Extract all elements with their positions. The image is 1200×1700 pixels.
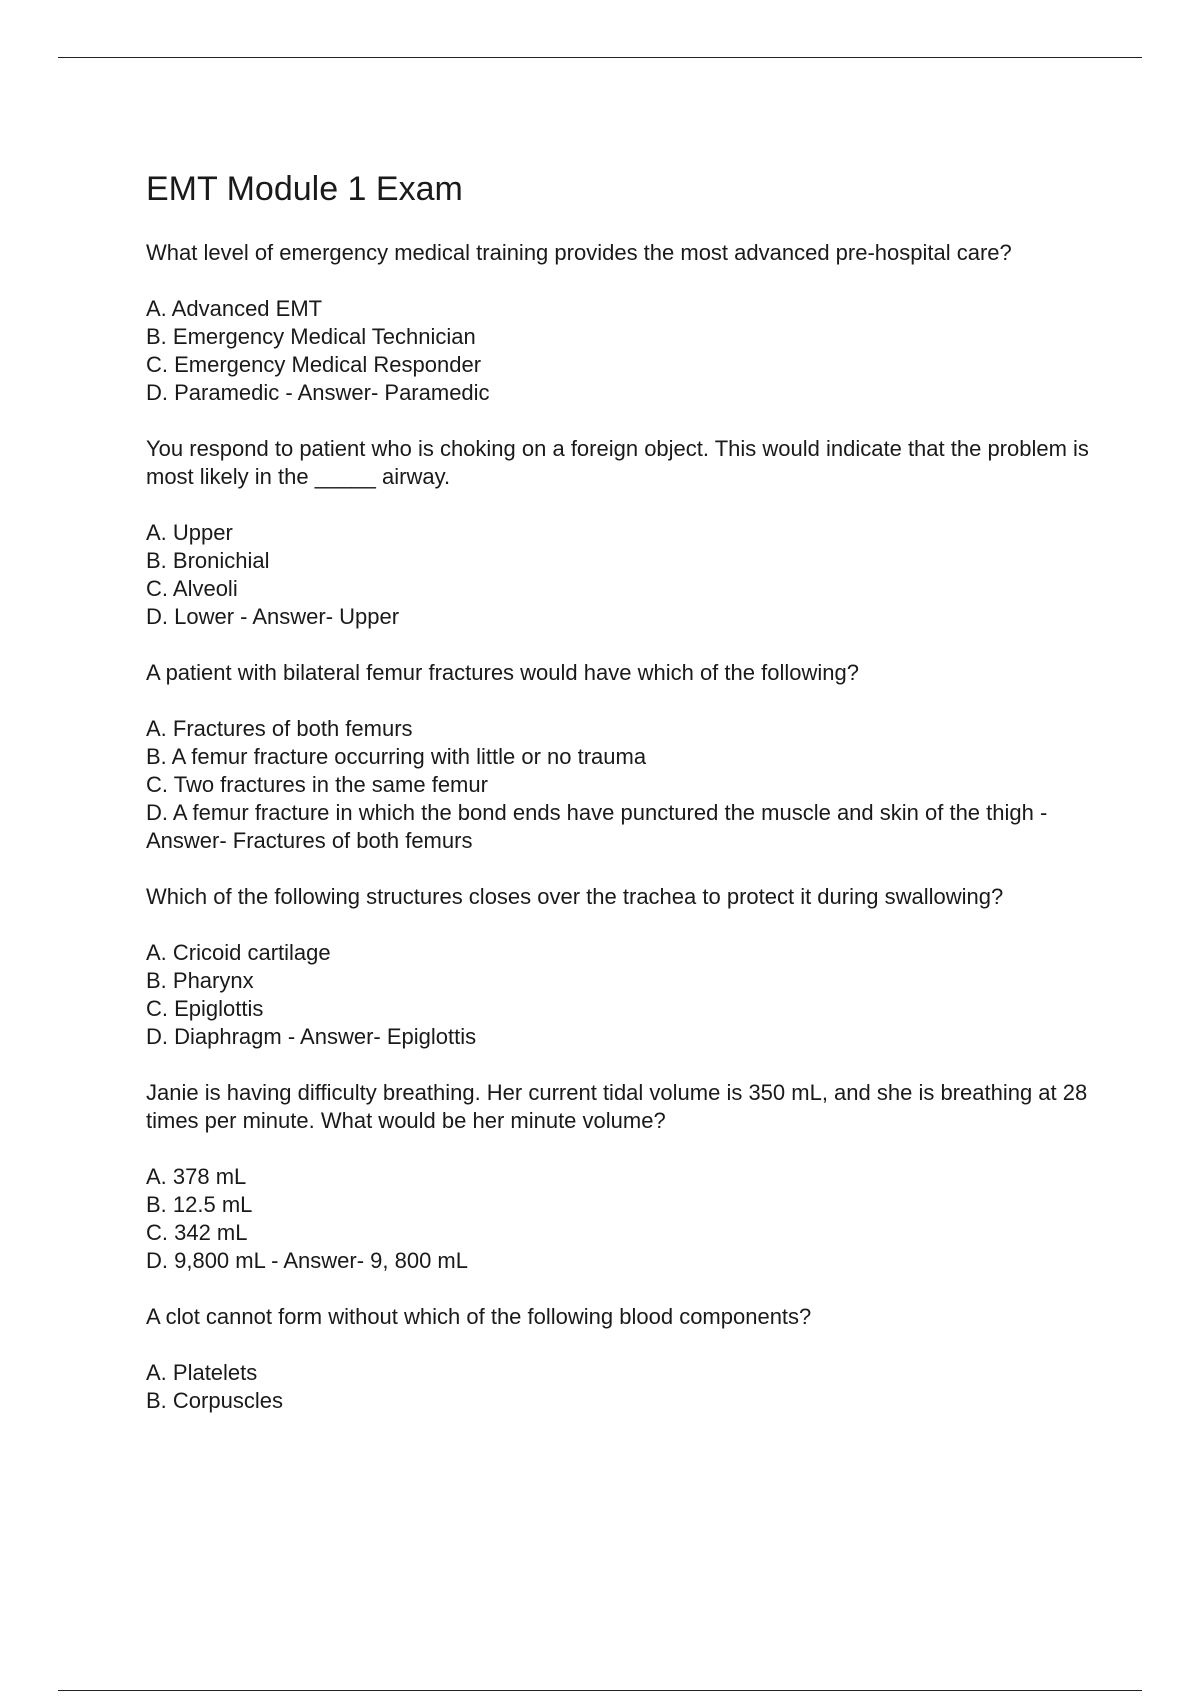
- document-title: EMT Module 1 Exam: [146, 170, 463, 208]
- answer-option: B. 12.5 mL: [146, 1192, 253, 1218]
- answer-options: [146, 715, 1106, 855]
- document-body: [146, 170, 1106, 1443]
- answer-option: B. Bronichial: [146, 548, 270, 574]
- answer-option: C. 342 mL: [146, 1220, 248, 1246]
- answer-option: B. Pharynx: [146, 968, 254, 994]
- question-3: [146, 659, 1106, 855]
- answer-option: A. Cricoid cartilage: [146, 940, 331, 966]
- answer-option: C. Epiglottis: [146, 996, 264, 1022]
- answer-option: C. Alveoli: [146, 576, 238, 602]
- answer-option: A. Fractures of both femurs: [146, 716, 413, 742]
- answer-option: D. A femur fracture in which the bond ends have punctured the muscle and skin of the thigh - Answer- Fractures of both femurs: [146, 800, 1048, 854]
- answer-option: D. Lower - Answer- Upper: [146, 604, 400, 630]
- answer-option: D. 9,800 mL - Answer- 9, 800 mL: [146, 1248, 468, 1274]
- answer-options: [146, 295, 1106, 407]
- answer-option: B. A femur fracture occurring with little or no trauma: [146, 744, 647, 770]
- question-text: Which of the following structures closes over the trachea to protect it during swallowing?: [146, 884, 1004, 910]
- answer-options: [146, 1163, 1106, 1275]
- answer-option: C. Two fractures in the same femur: [146, 772, 488, 798]
- answer-options: [146, 519, 1106, 631]
- answer-options: [146, 1359, 1106, 1415]
- question-1: [146, 239, 1106, 407]
- question-text: You respond to patient who is choking on a foreign object. This would indicate that the problem is most likely in the _____ airway.: [146, 436, 1089, 490]
- answer-options: [146, 939, 1106, 1051]
- answer-option: B. Emergency Medical Technician: [146, 324, 476, 350]
- answer-option: D. Diaphragm - Answer- Epiglottis: [146, 1024, 477, 1050]
- question-5: [146, 1079, 1106, 1275]
- answer-option: B. Corpuscles: [146, 1388, 283, 1414]
- question-text: A patient with bilateral femur fractures would have which of the following?: [146, 660, 859, 686]
- answer-option: C. Emergency Medical Responder: [146, 352, 482, 378]
- question-2: [146, 435, 1106, 631]
- footer-divider: [58, 1690, 1142, 1691]
- question-text: What level of emergency medical training provides the most advanced pre-hospital care?: [146, 240, 1012, 266]
- question-text: Janie is having difficulty breathing. Her current tidal volume is 350 mL, and she is breathing at 28 times per minute. What would be her minute volume?: [146, 1080, 1088, 1134]
- answer-option: D. Paramedic - Answer- Paramedic: [146, 380, 490, 406]
- question-6: [146, 1303, 1106, 1415]
- answer-option: A. Advanced EMT: [146, 296, 323, 322]
- question-text: A clot cannot form without which of the following blood components?: [146, 1304, 812, 1330]
- answer-option: A. Platelets: [146, 1360, 258, 1386]
- question-4: [146, 883, 1106, 1051]
- answer-option: A. Upper: [146, 520, 233, 546]
- answer-option: A. 378 mL: [146, 1164, 247, 1190]
- header-divider: [58, 57, 1142, 58]
